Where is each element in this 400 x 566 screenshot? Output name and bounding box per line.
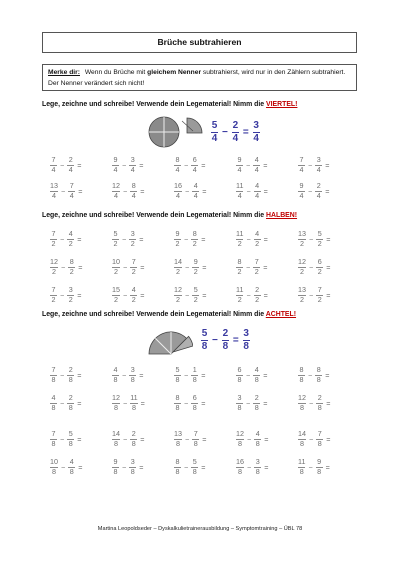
- exercise-row: [50, 366, 350, 388]
- equals-sign: =: [140, 398, 145, 408]
- exercise-problem: [50, 286, 81, 304]
- fraction-minuend: $\frac{7}{2}$: [51, 229, 56, 248]
- minus-sign: −: [123, 398, 128, 408]
- minus-sign: −: [308, 462, 313, 472]
- fraction-minuend: $\frac{12}{8}$: [112, 393, 120, 412]
- fraction-minuend: $\frac{8}{4}$: [175, 155, 180, 174]
- exercise-problem: [112, 230, 143, 248]
- fraction-minuend: $\frac{10}{2}$: [112, 257, 120, 276]
- fraction-minuend: $\frac{5}{8}$: [175, 365, 180, 384]
- minus-sign: −: [122, 370, 127, 380]
- fraction-subtrahend: $\frac{8}{2}$: [69, 257, 74, 276]
- merke-box: [42, 64, 357, 91]
- exercise-problem: [236, 394, 267, 412]
- fraction-minuend: $\frac{7}{8}$: [51, 429, 56, 448]
- minus-sign: −: [246, 186, 251, 196]
- fraction-minuend: $\frac{5}{2}$: [113, 229, 118, 248]
- merke-bold: gleichem Nenner: [147, 69, 202, 76]
- equals-sign: =: [325, 160, 330, 170]
- fraction-minuend: $\frac{13}{4}$: [50, 181, 58, 200]
- equals-sign: =: [264, 434, 269, 444]
- fraction-subtrahend: $\frac{2}{8}$: [131, 429, 136, 448]
- fraction-subtrahend: $\frac{3}{8}$: [130, 365, 135, 384]
- equals-sign: =: [140, 290, 145, 300]
- fraction-subtrahend: $\frac{2}{4}$: [68, 155, 73, 174]
- fraction-minuend: $\frac{8}{8}$: [175, 457, 180, 476]
- equals-sign: =: [77, 370, 82, 380]
- fraction-minuend: $\frac{12}{8}$: [298, 393, 306, 412]
- equals-sign: =: [139, 370, 144, 380]
- exercise-problem: [298, 430, 330, 448]
- equals-sign: =: [263, 370, 268, 380]
- minus-sign: −: [122, 462, 127, 472]
- instruction-text: Lege, zeichne und schreibe! Verwende dein Legematerial! Nimm die: [42, 311, 265, 318]
- equals-sign: =: [140, 434, 145, 444]
- page-title: Brüche subtrahieren: [42, 32, 357, 53]
- fraction-minuend: $\frac{3}{8}$: [237, 393, 242, 412]
- exercise-problem: [50, 458, 82, 476]
- fraction-subtrahend: $\frac{4}{8}$: [69, 457, 74, 476]
- fraction-subtrahend: $\frac{7}{4}$: [69, 181, 74, 200]
- exercise-problem: [50, 430, 81, 448]
- minus-sign: −: [247, 434, 252, 444]
- fraction-minuend: $\frac{8}{2}$: [237, 257, 242, 276]
- fraction-minuend: $\frac{16}{8}$: [236, 457, 244, 476]
- equals-sign: =: [326, 262, 331, 272]
- minus-sign: −: [309, 262, 314, 272]
- fraction-subtrahend: $\frac{4}{2}$: [255, 229, 260, 248]
- exercise-problem: [112, 394, 145, 412]
- minus-sign: −: [185, 290, 190, 300]
- instruction-word: HALBEN!: [266, 212, 298, 219]
- minus-sign: −: [123, 186, 128, 196]
- fraction-minuend: $\frac{12}{2}$: [50, 257, 58, 276]
- equals-sign: =: [263, 262, 268, 272]
- fraction-minuend: $\frac{16}{4}$: [174, 181, 182, 200]
- equals-sign: =: [77, 434, 82, 444]
- fraction-subtrahend: $\frac{5}{2}$: [193, 285, 198, 304]
- minus-sign: −: [61, 186, 66, 196]
- quarter-circles-image: [147, 115, 203, 149]
- instruction-achtel: [42, 311, 362, 318]
- minus-sign: −: [60, 370, 65, 380]
- fraction-subtrahend: $\frac{6}{4}$: [192, 155, 197, 174]
- merke-label: Merke dir:: [48, 69, 80, 76]
- minus-sign: −: [60, 234, 65, 244]
- fraction-subtrahend: $\frac{5}{8}$: [192, 457, 197, 476]
- fraction-subtrahend: $\frac{3}{8}$: [255, 457, 260, 476]
- exercise-problem: [112, 366, 143, 384]
- minus-sign: −: [184, 398, 189, 408]
- fraction-minuend: $\frac{14}{8}$: [112, 429, 120, 448]
- exercise-problem: [174, 258, 206, 276]
- exercise-problem: [236, 430, 268, 448]
- minus-sign: −: [122, 234, 127, 244]
- fraction-minuend: $\frac{9}{4}$: [299, 181, 304, 200]
- exercise-problem: [174, 230, 205, 248]
- minus-sign: −: [61, 462, 66, 472]
- minus-sign: −: [247, 462, 252, 472]
- exercise-problem: [174, 156, 205, 174]
- fraction-subtrahend: $\frac{4}{4}$: [255, 181, 260, 200]
- equals-sign: =: [201, 234, 206, 244]
- minus-sign: −: [308, 370, 313, 380]
- minus-sign: −: [122, 160, 127, 170]
- instruction-viertel: [42, 101, 362, 108]
- fraction-subtrahend: $\frac{2}{8}$: [317, 393, 322, 412]
- equals-sign: =: [202, 434, 207, 444]
- exercise-problem: [298, 366, 329, 384]
- exercise-row: [50, 182, 350, 204]
- exercise-problem: [298, 458, 330, 476]
- fraction-subtrahend: $\frac{4}{8}$: [254, 365, 259, 384]
- equals-sign: =: [78, 262, 83, 272]
- exercise-problem: [236, 258, 267, 276]
- minus-sign: −: [184, 160, 189, 170]
- fraction-minuend: $\frac{7}{8}$: [51, 365, 56, 384]
- fraction-subtrahend: $\frac{7}{2}$: [254, 257, 259, 276]
- exercise-problem: [174, 430, 206, 448]
- exercise-problem: [236, 156, 267, 174]
- exercise-row: [50, 394, 350, 416]
- fraction-subtrahend: $\frac{3}{4}$: [130, 155, 135, 174]
- exercise-problem: [298, 286, 330, 304]
- fraction-minuend: $\frac{9}{2}$: [175, 229, 180, 248]
- equals-sign: =: [263, 398, 268, 408]
- fraction-minuend: $\frac{6}{8}$: [237, 365, 242, 384]
- fraction-minuend: $\frac{8}{8}$: [175, 393, 180, 412]
- equals-sign: =: [263, 234, 268, 244]
- instruction-text: Lege, zeichne und schreibe! Verwende dein Legematerial! Nimm die: [42, 101, 265, 108]
- minus-sign: −: [309, 434, 314, 444]
- exercise-problem: [112, 258, 144, 276]
- fraction-minuend: $\frac{11}{8}$: [298, 457, 306, 476]
- minus-sign: −: [246, 290, 251, 300]
- exercise-row: [50, 230, 350, 252]
- minus-sign: −: [185, 186, 190, 196]
- fraction-subtrahend: $\frac{8}{2}$: [192, 229, 197, 248]
- exercise-problem: [236, 366, 267, 384]
- minus-sign: −: [246, 370, 251, 380]
- exercise-problem: [174, 286, 206, 304]
- fraction-minuend: $\frac{12}{4}$: [112, 181, 120, 200]
- fraction-minuend: $\frac{7}{4}$: [51, 155, 56, 174]
- fraction-minuend: $\frac{12}{2}$: [174, 285, 182, 304]
- fraction-minuend: $\frac{7}{2}$: [51, 285, 56, 304]
- fraction-subtrahend: $\frac{4}{8}$: [255, 429, 260, 448]
- equals-sign: =: [264, 462, 269, 472]
- exercise-problem: [236, 458, 268, 476]
- minus-sign: −: [185, 262, 190, 272]
- fraction-subtrahend: $\frac{5}{2}$: [317, 229, 322, 248]
- fraction-minuend: $\frac{13}{2}$: [298, 229, 306, 248]
- equals-sign: =: [202, 262, 207, 272]
- exercise-problem: [236, 230, 268, 248]
- minus-sign: −: [309, 290, 314, 300]
- equals-sign: =: [325, 462, 330, 472]
- minus-sign: −: [60, 434, 65, 444]
- fraction-minuend: $\frac{4}{8}$: [113, 365, 118, 384]
- exercise-problem: [174, 394, 205, 412]
- equals-sign: =: [263, 290, 268, 300]
- fraction-subtrahend: $\frac{3}{2}$: [130, 229, 135, 248]
- minus-sign: −: [123, 290, 128, 300]
- instruction-halben: [42, 212, 362, 219]
- fraction-minuend: $\frac{9}{8}$: [113, 457, 118, 476]
- minus-sign: −: [184, 370, 189, 380]
- example-equation: $\frac{5}{4}$ − $\frac{2}{4}$ = $\frac{3}{4}$: [211, 119, 259, 144]
- equals-sign: =: [77, 398, 82, 408]
- fraction-minuend: $\frac{13}{8}$: [174, 429, 182, 448]
- exercise-problem: [112, 458, 143, 476]
- fraction-subtrahend: $\frac{2}{8}$: [68, 365, 73, 384]
- fraction-subtrahend: $\frac{7}{8}$: [193, 429, 198, 448]
- fraction-minuend: $\frac{12}{8}$: [236, 429, 244, 448]
- equals-sign: =: [140, 262, 145, 272]
- minus-sign: −: [246, 398, 251, 408]
- fraction-minuend: $\frac{7}{4}$: [299, 155, 304, 174]
- minus-sign: −: [60, 160, 65, 170]
- minus-sign: −: [185, 434, 190, 444]
- exercise-problem: [174, 458, 205, 476]
- minus-sign: −: [309, 234, 314, 244]
- footer: Martina Leopoldseder – Dyskalkulietrainerausbildung – Symptomtraining – ÜBL 78: [97, 526, 303, 532]
- exercise-problem: [50, 258, 82, 276]
- exercise-problem: [50, 156, 81, 174]
- minus-sign: −: [60, 398, 65, 408]
- minus-sign: −: [246, 262, 251, 272]
- exercise-row: [50, 286, 350, 308]
- equals-sign: =: [263, 160, 268, 170]
- exercise-row: [50, 156, 350, 178]
- minus-sign: −: [184, 234, 189, 244]
- fraction-subtrahend: $\frac{2}{8}$: [68, 393, 73, 412]
- exercise-problem: [236, 286, 268, 304]
- minus-sign: −: [246, 160, 251, 170]
- fraction-subtrahend: $\frac{7}{2}$: [131, 257, 136, 276]
- fraction-minuend: $\frac{13}{2}$: [298, 285, 306, 304]
- merke-text-2: subtrahierst, wird nur in den Zählern subtrahiert. Der Nenner verändert sich nicht!: [48, 69, 346, 87]
- exercise-row: [50, 258, 350, 280]
- minus-sign: −: [123, 434, 128, 444]
- example-viertel: [147, 115, 260, 149]
- equals-sign: =: [263, 186, 268, 196]
- equals-sign: =: [139, 160, 144, 170]
- equals-sign: =: [326, 290, 331, 300]
- fraction-minuend: $\frac{4}{8}$: [51, 393, 56, 412]
- equals-sign: =: [326, 234, 331, 244]
- exercise-problem: [298, 230, 330, 248]
- equals-sign: =: [326, 398, 331, 408]
- equals-sign: =: [77, 290, 82, 300]
- fraction-subtrahend: $\frac{8}{4}$: [131, 181, 136, 200]
- example-equation: $\frac{5}{8}$ − $\frac{2}{8}$ = $\frac{3}{8}$: [201, 327, 249, 352]
- instruction-text: Lege, zeichne und schreibe! Verwende dein Legematerial! Nimm die: [42, 212, 265, 219]
- fraction-subtrahend: $\frac{9}{8}$: [317, 457, 322, 476]
- fraction-subtrahend: $\frac{7}{8}$: [317, 429, 322, 448]
- equals-sign: =: [77, 160, 82, 170]
- exercise-problem: [112, 286, 144, 304]
- fraction-minuend: $\frac{14}{2}$: [174, 257, 182, 276]
- fraction-subtrahend: $\frac{4}{4}$: [254, 155, 259, 174]
- equals-sign: =: [78, 186, 83, 196]
- equals-sign: =: [201, 370, 206, 380]
- fraction-subtrahend: $\frac{5}{8}$: [68, 429, 73, 448]
- fraction-minuend: $\frac{10}{8}$: [50, 457, 58, 476]
- fraction-subtrahend: $\frac{3}{4}$: [316, 155, 321, 174]
- exercise-problem: [174, 366, 205, 384]
- equals-sign: =: [325, 186, 330, 196]
- fraction-minuend: $\frac{11}{2}$: [236, 229, 244, 248]
- equals-sign: =: [201, 398, 206, 408]
- equals-sign: =: [202, 186, 207, 196]
- exercise-row: [50, 430, 350, 452]
- exercise-problem: [50, 366, 81, 384]
- exercise-problem: [298, 394, 330, 412]
- fraction-subtrahend: $\frac{11}{8}$: [130, 393, 138, 412]
- exercise-problem: [298, 156, 329, 174]
- instruction-word: ACHTEL!: [265, 311, 297, 318]
- equals-sign: =: [325, 370, 330, 380]
- exercise-problem: [50, 230, 81, 248]
- exercise-problem: [174, 182, 206, 200]
- minus-sign: −: [123, 262, 128, 272]
- exercise-problem: [298, 258, 330, 276]
- exercise-problem: [112, 430, 144, 448]
- example-achtel: [147, 324, 250, 356]
- equals-sign: =: [78, 462, 83, 472]
- fraction-subtrahend: $\frac{4}{2}$: [131, 285, 136, 304]
- exercise-problem: [112, 182, 144, 200]
- equals-sign: =: [201, 462, 206, 472]
- minus-sign: −: [308, 186, 313, 196]
- fraction-minuend: $\frac{9}{4}$: [113, 155, 118, 174]
- minus-sign: −: [308, 160, 313, 170]
- exercise-problem: [112, 156, 143, 174]
- minus-sign: −: [309, 398, 314, 408]
- fraction-minuend: $\frac{11}{2}$: [236, 285, 244, 304]
- fraction-minuend: $\frac{8}{8}$: [299, 365, 304, 384]
- minus-sign: −: [184, 462, 189, 472]
- fraction-minuend: $\frac{14}{8}$: [298, 429, 306, 448]
- fraction-subtrahend: $\frac{2}{4}$: [316, 181, 321, 200]
- fraction-subtrahend: $\frac{7}{2}$: [317, 285, 322, 304]
- minus-sign: −: [61, 262, 66, 272]
- fraction-subtrahend: $\frac{1}{8}$: [192, 365, 197, 384]
- fraction-minuend: $\frac{15}{2}$: [112, 285, 120, 304]
- fraction-subtrahend: $\frac{4}{4}$: [193, 181, 198, 200]
- instruction-word: VIERTEL!: [266, 101, 298, 108]
- fraction-minuend: $\frac{12}{2}$: [298, 257, 306, 276]
- equals-sign: =: [326, 434, 331, 444]
- fraction-subtrahend: $\frac{3}{2}$: [68, 285, 73, 304]
- exercise-problem: [298, 182, 329, 200]
- fraction-subtrahend: $\frac{2}{8}$: [254, 393, 259, 412]
- equals-sign: =: [201, 160, 206, 170]
- fraction-minuend: $\frac{11}{4}$: [236, 181, 244, 200]
- equals-sign: =: [202, 290, 207, 300]
- equals-sign: =: [140, 186, 145, 196]
- exercise-problem: [236, 182, 268, 200]
- equals-sign: =: [139, 462, 144, 472]
- equals-sign: =: [77, 234, 82, 244]
- minus-sign: −: [246, 234, 251, 244]
- fraction-subtrahend: $\frac{9}{2}$: [193, 257, 198, 276]
- fraction-subtrahend: $\frac{4}{2}$: [68, 229, 73, 248]
- equals-sign: =: [139, 234, 144, 244]
- exercise-row: [50, 458, 350, 480]
- exercise-problem: [50, 394, 81, 412]
- minus-sign: −: [60, 290, 65, 300]
- fraction-subtrahend: $\frac{6}{8}$: [192, 393, 197, 412]
- fraction-subtrahend: $\frac{6}{2}$: [317, 257, 322, 276]
- merke-text-1: Wenn du Brüche mit: [84, 69, 146, 76]
- exercise-problem: [50, 182, 82, 200]
- fraction-subtrahend: $\frac{3}{8}$: [130, 457, 135, 476]
- fraction-minuend: $\frac{9}{4}$: [237, 155, 242, 174]
- fraction-subtrahend: $\frac{8}{8}$: [316, 365, 321, 384]
- eighth-circle-image: [147, 324, 193, 356]
- fraction-subtrahend: $\frac{2}{2}$: [255, 285, 260, 304]
